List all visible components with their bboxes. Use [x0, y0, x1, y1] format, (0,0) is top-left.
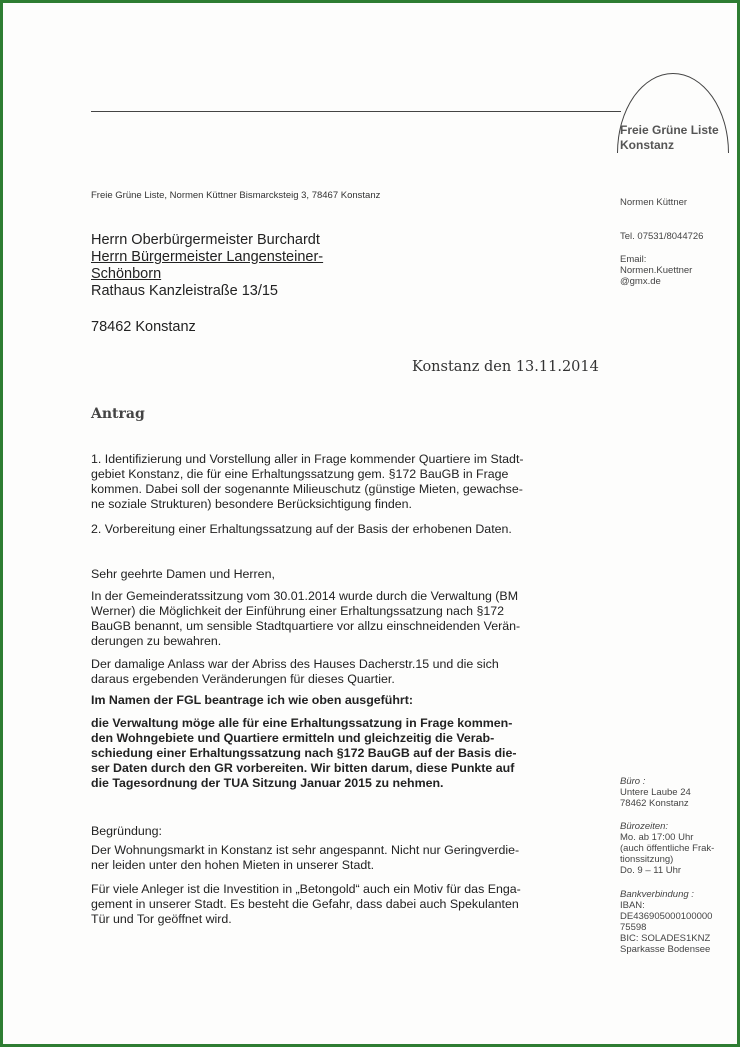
session-line-1: In der Gemeinderatssitzung vom 30.01.2014 wurde durch die Verwaltung (BM	[91, 589, 519, 603]
point-1-line-3: kommen. Dabei soll der sogenannte Milieuschutz (günstige Mieten, gewachse-	[91, 482, 523, 496]
bank-label: Bankverbindung :	[620, 889, 694, 900]
recipient-line-3: Schönborn	[91, 266, 162, 282]
hours-line-1: Mo. ab 17:00 Uhr	[620, 832, 694, 843]
point-1-line-4: ne soziale Strukturen) besondere Berücksichtigung finden.	[91, 497, 412, 511]
motion-text	[91, 716, 575, 791]
reason-heading: Begründung:	[91, 824, 162, 838]
session-line-4: derungen zu bewahren.	[91, 634, 222, 648]
email-line-2: @gmx.de	[620, 276, 661, 287]
motion-line-5: die Tagesordnung der TUA Sitzung Januar 2015 zu nehmen.	[91, 776, 444, 790]
housing-line-2: ner leiden unter den hohen Mieten in unserer Stadt.	[91, 858, 375, 872]
sender-line: Freie Grüne Liste, Normen Küttner Bismarcksteig 3, 78467 Konstanz	[91, 190, 381, 201]
motion-line-1: die Verwaltung möge alle für eine Erhaltungssatzung in Frage kommen-	[91, 716, 513, 730]
sidebar-email	[620, 254, 692, 287]
motion-intro: Im Namen der FGL beantrage ich wie oben ausgeführt:	[91, 693, 413, 707]
sidebar-name: Normen Küttner	[620, 197, 688, 208]
paragraph-session	[91, 589, 575, 649]
investors-line-2: gement in unserer Stadt. Es besteht die Gefahr, dass dabei auch Spekulanten	[91, 897, 519, 911]
paragraph-occasion	[91, 657, 575, 687]
point-2: 2. Vorbereitung einer Erhaltungssatzung auf der Basis der erhobenen Daten.	[91, 522, 512, 536]
hours-label: Bürozeiten:	[620, 821, 669, 832]
motion-line-4: ser Daten durch den GR vorbereiten. Wir bitten darum, diese Punkte auf	[91, 761, 515, 775]
recipient-address	[91, 232, 323, 300]
investors-line-1: Für viele Anleger ist die Investition in „Betongold“ auch ein Motiv für das Enga-	[91, 882, 521, 896]
bank-line-4: BIC: SOLADES1KNZ	[620, 933, 711, 944]
bank-line-5: Sparkasse Bodensee	[620, 944, 711, 955]
session-line-3: BauGB benannt, um sensible Stadtquartiere vor allzu einschneidenden Verän-	[91, 619, 521, 633]
occasion-line-2: daraus ergebenden Veränderungen für dieses Quartier.	[91, 672, 395, 686]
email-label: Email:	[620, 254, 647, 265]
org-line-1: Freie Grüne Liste	[620, 123, 719, 137]
organization-name	[620, 123, 719, 153]
paragraph-investors	[91, 882, 575, 927]
occasion-line-1: Der damalige Anlass war der Abriss des Hauses Dacherstr.15 und die sich	[91, 657, 499, 671]
letter-heading: Antrag	[91, 406, 145, 422]
letter-page	[3, 3, 737, 1044]
investors-line-3: Tür und Tor geöffnet wird.	[91, 912, 232, 926]
office-label: Büro :	[620, 776, 646, 787]
recipient-city: 78462 Konstanz	[91, 319, 196, 335]
point-1	[91, 452, 575, 512]
hours-line-4: Do. 9 – 11 Uhr	[620, 865, 682, 876]
office-line-1: Untere Laube 24	[620, 787, 691, 798]
recipient-line-4: Rathaus Kanzleistraße 13/15	[91, 283, 278, 299]
motion-line-3: schiedung einer Erhaltungssatzung nach §172 BauGB auf der Basis die-	[91, 746, 517, 760]
motion-line-2: den Wohngebiete und Quartiere ermitteln und gleichzeitig die Verab-	[91, 731, 495, 745]
housing-line-1: Der Wohnungsmarkt in Konstanz ist sehr angespannt. Nicht nur Geringverdie-	[91, 843, 520, 857]
sidebar-hours	[620, 821, 714, 876]
sidebar-bank	[620, 889, 712, 955]
hours-line-2: (auch öffentliche Frak-	[620, 843, 715, 854]
bank-line-3: 75598	[620, 922, 647, 933]
salutation: Sehr geehrte Damen und Herren,	[91, 567, 275, 581]
session-line-2: Werner) die Möglichkeit der Einführung einer Erhaltungssatzung nach §172	[91, 604, 505, 618]
office-line-2: 78462 Konstanz	[620, 798, 689, 809]
bank-line-1: IBAN:	[620, 900, 645, 911]
sidebar-office	[620, 776, 691, 809]
recipient-line-2: Herrn Bürgermeister Langensteiner-	[91, 249, 324, 265]
letterhead-rule	[91, 111, 621, 112]
point-1-line-2: gebiet Konstanz, die für eine Erhaltungssatzung gem. §172 BauGB in Frage	[91, 467, 509, 481]
email-line-1: Normen.Kuettner	[620, 265, 693, 276]
point-1-line-1: 1. Identifizierung und Vorstellung aller in Frage kommender Quartiere im Stadt-	[91, 452, 524, 466]
letter-date: Konstanz den 13.11.2014	[412, 359, 599, 375]
paragraph-housing	[91, 843, 575, 873]
recipient-line-1: Herrn Oberbürgermeister Burchardt	[91, 232, 320, 248]
hours-line-3: tionssitzung)	[620, 854, 674, 865]
bank-line-2: DE436905000100000	[620, 911, 713, 922]
sidebar-tel: Tel. 07531/8044726	[620, 231, 704, 242]
org-line-2: Konstanz	[620, 138, 674, 152]
